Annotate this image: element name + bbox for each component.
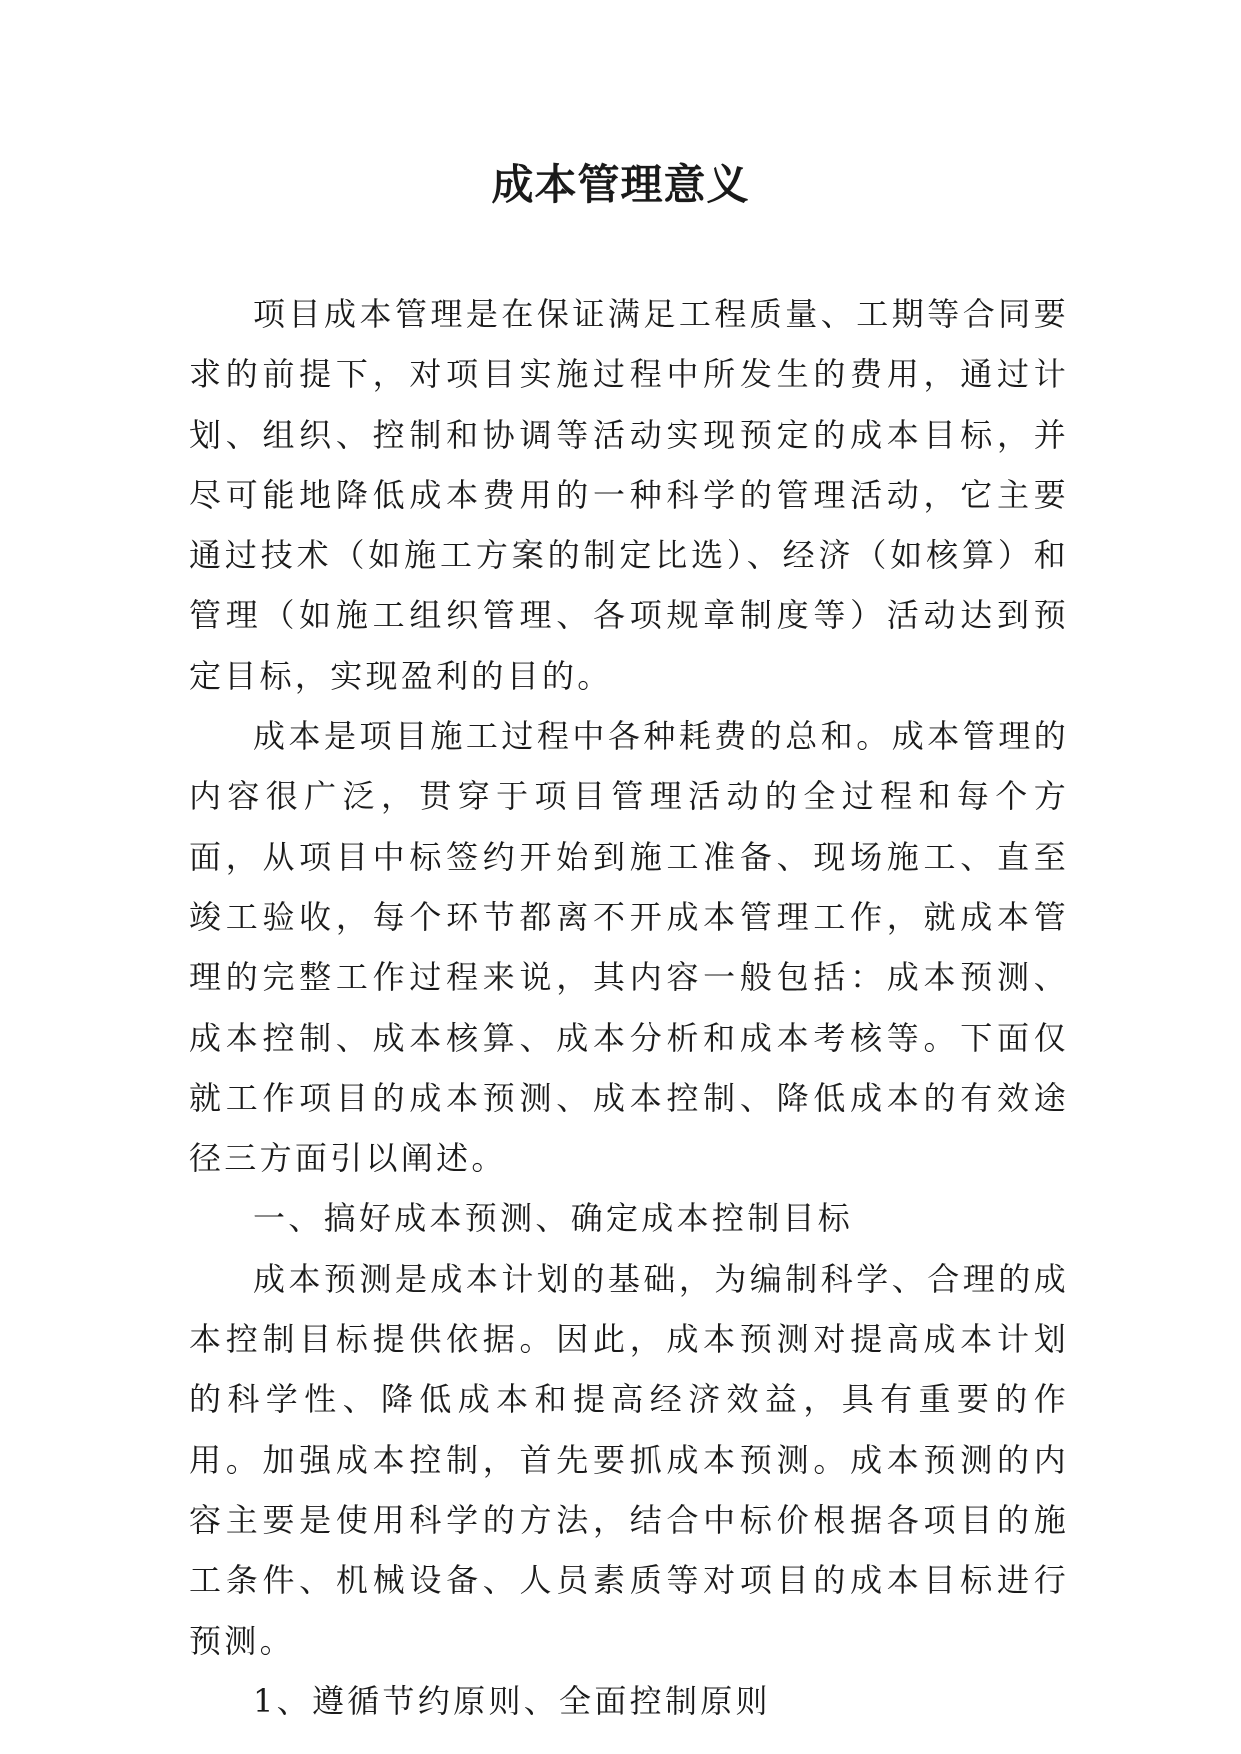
document-title: 成本管理意义 bbox=[491, 160, 750, 209]
paragraph-intro: 项目成本管理是在保证满足工程质量、工期等合同要求的前提下，对项目实施过程中所发生的费用，通过计划、组织、控制和协调等活动实现预定的成本目标，并尽可能地降低成本费用的一种科学的管理活动，它主要通过技术（如施工方案的制定比选）、经济（如核算）和管理（如施工组织管理、各项规章制度等）活动达到预定目标，实现盈利的目的。 bbox=[189, 295, 1069, 695]
document-body bbox=[189, 284, 1069, 1731]
subsection-heading-1: 1、遵循节约原则、全面控制原则 bbox=[253, 1681, 771, 1720]
paragraph-cost-scope: 成本是项目施工过程中各种耗费的总和。成本管理的内容很广泛，贯穿于项目管理活动的全过程和每个方面，从项目中标签约开始到施工准备、现场施工、直至竣工验收，每个环节都离不开成本管理工作，就成本管理的完整工作过程来说，其内容一般包括：成本预测、成本控制、成本核算、成本分析和成本考核等。下面仅就工作项目的成本预测、成本控制、降低成本的有效途径三方面引以阐述。 bbox=[189, 717, 1069, 1178]
paragraph-cost-forecast: 成本预测是成本计划的基础，为编制科学、合理的成本控制目标提供依据。因此，成本预测对提高成本计划的科学性、降低成本和提高经济效益，具有重要的作用。加强成本控制，首先要抓成本预测。成本预测的内容主要是使用科学的方法，结合中标价根据各项目的施工条件、机械设备、人员素质等对项目的成本目标进行预测。 bbox=[189, 1259, 1069, 1660]
section-heading-1: 一、搞好成本预测、确定成本控制目标 bbox=[253, 1199, 854, 1238]
